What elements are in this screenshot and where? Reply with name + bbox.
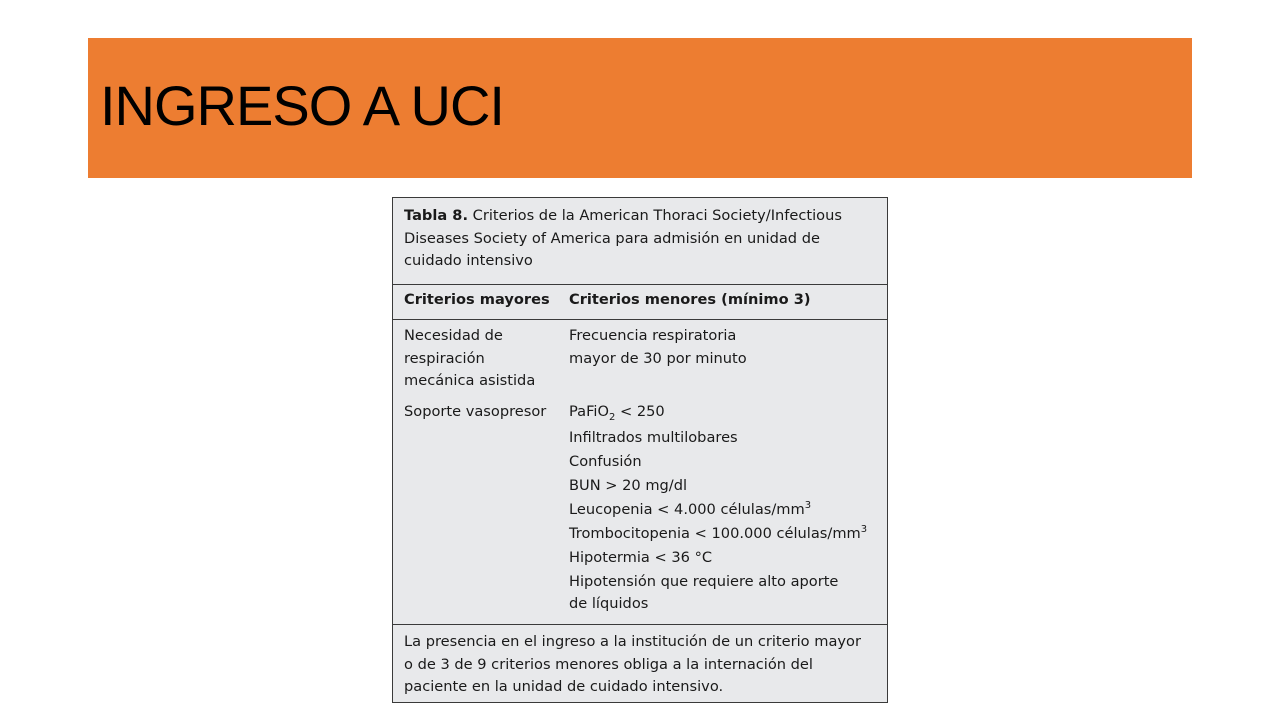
minor-criterion: BUN > 20 mg/dl — [569, 476, 688, 494]
caption-line: Criterios de la American Thoraci Society/Infectious — [468, 207, 842, 224]
minor-criterion — [569, 523, 879, 546]
pafio2-value: < 250 — [615, 403, 665, 420]
caption-line: Diseases Society of America para admisión en unidad de — [404, 229, 820, 247]
footer-line: La presencia en el ingreso a la institución de un criterio mayor — [404, 633, 861, 650]
table-caption — [404, 205, 874, 273]
divider — [393, 319, 887, 320]
minor-criterion: Confusión — [569, 452, 642, 470]
caption-line: cuidado intensivo — [404, 252, 533, 269]
minor-criterion — [569, 499, 879, 522]
leucopenia-text: Leucopenia < 4.000 células/mm — [569, 500, 805, 518]
pafio2-text: PaFiO — [569, 403, 609, 420]
footer-line: o de 3 de 9 criterios menores obliga a la internación del — [404, 655, 813, 673]
minor-line: de líquidos — [569, 595, 649, 612]
major-criterion: Soporte vasopresor — [404, 403, 547, 420]
minor-criterion — [569, 325, 879, 370]
trombocitopenia-superscript: 3 — [860, 523, 868, 535]
divider — [393, 624, 887, 625]
title-bar — [88, 38, 1192, 178]
minor-criterion — [569, 571, 879, 616]
header-major: Criterios mayores — [404, 291, 550, 308]
minor-criterion: Hipotermia < 36 °C — [569, 548, 713, 566]
minor-line: mayor de 30 por minuto — [569, 349, 747, 367]
pafio2-subscript: 2 — [608, 411, 616, 423]
minor-criterion — [569, 401, 879, 424]
minor-criteria-list — [569, 401, 879, 616]
minor-line: Hipotensión que requiere alto aporte — [569, 572, 839, 590]
divider — [393, 284, 887, 285]
minor-criterion: Infiltrados multilobares — [569, 428, 738, 446]
major-line: respiración — [404, 349, 485, 367]
table-footer — [404, 631, 880, 699]
trombocitopenia-text: Trombocitopenia < 100.000 células/mm — [569, 524, 861, 542]
major-line: Necesidad de — [404, 327, 503, 344]
footer-line: paciente en la unidad de cuidado intensivo. — [404, 678, 724, 695]
criteria-table — [392, 197, 888, 703]
caption-label: Tabla 8. — [404, 207, 468, 224]
major-line: mecánica asistida — [404, 372, 536, 389]
slide-title: INGRESO A UCI — [100, 74, 504, 137]
leucopenia-superscript: 3 — [804, 499, 812, 511]
header-minor: Criterios menores (mínimo 3) — [569, 291, 811, 308]
minor-line: Frecuencia respiratoria — [569, 327, 737, 344]
major-criterion — [404, 325, 564, 393]
